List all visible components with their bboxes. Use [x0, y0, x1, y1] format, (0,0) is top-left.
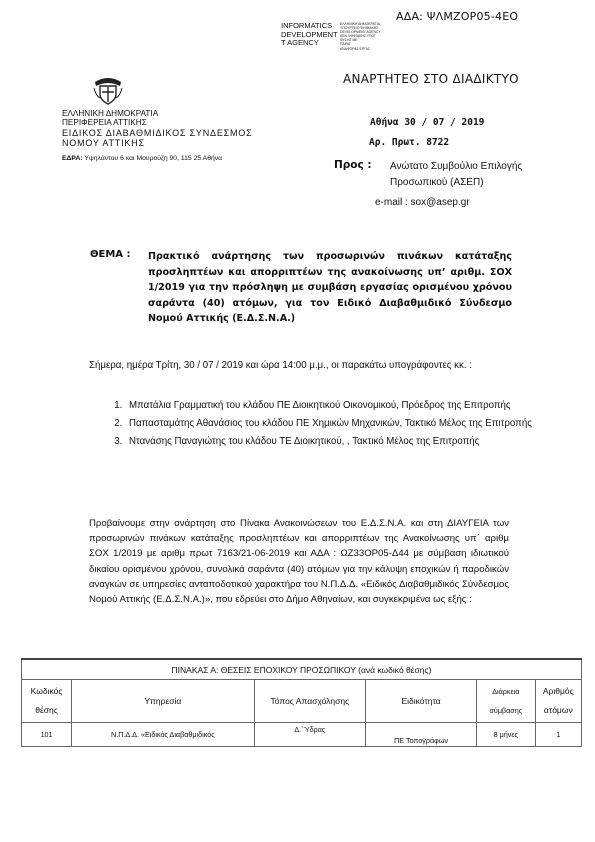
list-item: 1. Μπατάλια Γραμματική του κλάδου ΠΕ Διοικητικού Οικονομικού, Πρόεδρος της Επιτροπής [125, 398, 535, 413]
it-logo-line: T AGENCY [281, 38, 319, 48]
committee-members-list [107, 398, 535, 452]
subject-label: ΘΕΜΑ : [90, 249, 131, 260]
column-header-code: Κωδικός θέσης [22, 680, 72, 723]
cell-count: 1 [535, 723, 581, 747]
column-header-location: Τόπος Απασχόλησης [254, 680, 366, 723]
recipient-email: e-mail : sox@asep.gr [375, 197, 470, 208]
positions-table [21, 658, 582, 747]
recipient [390, 159, 590, 191]
column-header-specialty: Ειδικότητα [366, 680, 477, 723]
posted-online-heading: ΑΝΑΡΤΗΤΕΟ ΣΤΟ ΔΙΑΔΙΚΤΥΟ [343, 72, 519, 86]
protocol-number: Αρ. Πρωτ. 8722 [369, 137, 450, 148]
org-line-prefecture: ΝΟΜΟΥ ΑΤΤΙΚΗΣ [62, 137, 145, 148]
column-header-count: Αριθμός ατόμων [535, 680, 581, 723]
org-line-region: ΠΕΡΙΦΕΡΕΙΑ ΑΤΤΙΚΗΣ [62, 117, 147, 127]
headquarters-value: Υψηλάντου 6 και Μουρούζη 90, 115 25 Αθήνα [82, 155, 223, 162]
recipient-line: Ανώτατο Συμβούλιο Επιλογής [390, 161, 523, 172]
cell-code: 101 [22, 723, 72, 747]
org-line-name: ΕΙΔΙΚΟΣ ΔΙΑΒΑΘΜΙΔΙΚΟΣ ΣΥΝΔΕΣΜΟΣ [62, 127, 253, 138]
intro-paragraph: Σήμερα, ημέρα Τρίτη, 30 / 07 / 2019 και ώρα 14:00 μ.μ., οι παρακάτω υπογράφοντες κκ. : [89, 360, 472, 371]
column-header-duration: Διάρκεια σύμβασης [477, 680, 536, 723]
cell-duration: 8 μήνες [477, 723, 536, 747]
it-logo-line: INFORMATICS [281, 21, 333, 30]
ada-code: ΑΔΑ: ΨΛΜΖΟΡ05-4ΕΟ [396, 10, 519, 23]
table-row [22, 723, 582, 747]
cell-location: Δ.΄Ύδρας [254, 723, 366, 747]
stamp-line: ΦΥΣΗΣ ΜΕ [340, 38, 358, 43]
it-agency-logo [281, 22, 338, 48]
digital-signature-stamp [340, 22, 381, 51]
headquarters-label: ΕΔΡΑ: [62, 155, 83, 162]
list-item: 3. Ντανάσης Παναγιώτης του κλάδου ΤΕ Διοικητικού, , Τακτικό Μέλος της Επιτροπής [125, 434, 535, 449]
stamp-line: ΕΛΛΗΝΙΚΗ ΔΗΜΟΚΡΑΤΙΑ [340, 22, 380, 26]
to-label: Προς : [334, 159, 372, 171]
stamp-line: ΠΑΡΑΓ [340, 42, 351, 47]
organization-block [62, 110, 252, 148]
stamp-line: ΑΝΑΦΟΡΑΣ ΕΡΓΑΣ [340, 46, 370, 51]
org-line-republic: ΕΛΛΗΝΙΚΗ ΔΗΜΟΚΡΑΤΙΑ [62, 109, 159, 118]
headquarters-address [62, 155, 222, 162]
list-item: 2. Παπασταμάτης Αθανάσιος του κλάδου ΠΕ Χημικών Μηχανικών, Τακτικό Μέλος της Επιτροπής [125, 416, 535, 431]
main-paragraph: Προβαίνουμε στην ανάρτηση στο Πίνακα Ανακοινώσεων του Ε.Δ.Σ.Ν.Α. και στη ΔΙΑΥΓΕΙΑ των προσωρινών πινάκων κατάταξης προσληπτέων και απορριπτέων της Ανακοίνωσης υπ΄ αριθμ ΣΟΧ 1/2019 με αριθμ πρωτ 7163/21-06-2019 και ΑΔΑ : ΩΖ33ΟΡ05-Δ44 με σύμβαση ιδιωτικού δικαίου ορισμένου χρόνου, συνολικά σαράντα (40) ατόμων για την κάλυψη εποχικών ή παροδικών αναγκών σε υπηρεσίες ανταποδοτικού χαρακτήρα του Ν.Π.Δ.Δ. «Ειδικός Διαβαθμιδικός Σύνδεσμος Νομού Αττικής (Ε.Δ.Σ.Ν.Α.)», που εδρεύει στο Δήμο Αθηναίων, και συγκεκριμένα ως εξής : [89, 518, 509, 606]
subject-text: Πρακτικό ανάρτησης των προσωρινών πινάκων κατάταξης προσληπτέων και απορριπτέων της ανακοίνωσης υπ’ αριθμ. ΣΟΧ 1/2019 για την πρόσληψη με συμβάση εργασίας ορισμένου χρόνου σαράντα (40) ατόμων, για τον Ειδικό Διαβαθμιδικό Σύνδεσμο Νομού Αττικής (Ε.Δ.Σ.Ν.Α.) [148, 251, 512, 325]
document-date: Αθήνα 30 / 07 / 2019 [370, 117, 485, 128]
stamp-line: DEVELOPMENT AGENCY [340, 30, 381, 35]
table-caption: ΠΙΝΑΚΑΣ Α: ΘΕΣΕΙΣ ΕΠΟΧΙΚΟΥ ΠΡΟΣΩΠΙΚΟΥ (ανά κωδικό θέσης) [22, 659, 582, 680]
cell-service: Ν.Π.Δ.Δ. «Ειδικός Διαβαθμιδικός [72, 723, 254, 747]
stamp-line: ΚΕΝ ΨΗΦΙΑΚΗΣ ΥΠΟΓ [340, 34, 377, 39]
recipient-line: Προσωπικού (ΑΣΕΠ) [390, 177, 484, 188]
stamp-line: ΥΠΟΥΡΓΕΙΟ ΨΗΦΙΑΚΗΣ [340, 26, 379, 31]
cell-specialty: ΠΕ Τοπογράφων [366, 723, 477, 747]
column-header-service: Υπηρεσία [72, 680, 254, 723]
it-logo-line: DEVELOPMENT [281, 29, 338, 39]
greek-crest-icon [91, 72, 125, 106]
